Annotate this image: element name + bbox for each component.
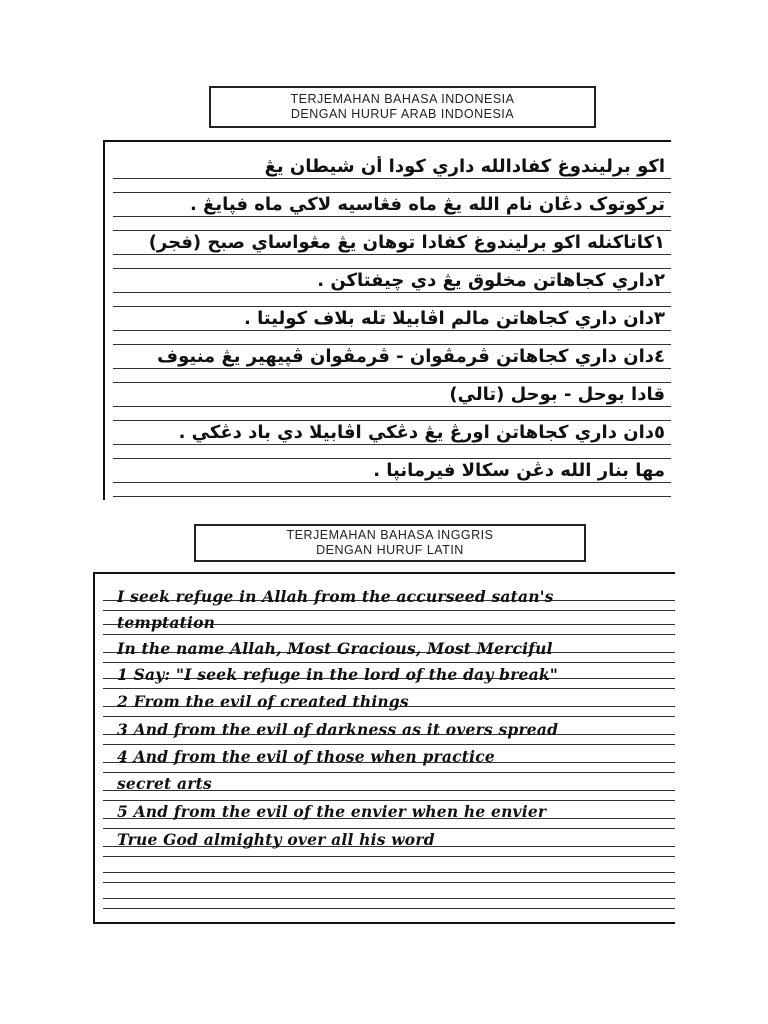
arabic-text-line: قادا بوحل - بوحل (تالي) bbox=[449, 384, 665, 405]
arabic-text-line: ٣دان داري کجاهاتن مالم اڤابيلا تله بلاف کوليتا . bbox=[244, 308, 665, 329]
english-text-line: 2 From the evil of created things bbox=[117, 693, 409, 711]
ruled-line bbox=[103, 772, 675, 773]
arabic-text-line: مها بنار الله دڠن سکالا فيرمانڽا . bbox=[373, 460, 665, 481]
ruled-line bbox=[113, 292, 671, 293]
ruled-line bbox=[103, 898, 675, 899]
english-text-line: 1 Say: "I seek refuge in the lord of the day break" bbox=[117, 666, 559, 684]
english-text-line: 4 And from the evil of those when practice bbox=[117, 748, 495, 766]
arabic-text-line: ٢داري کجاهاتن مخلوق يڠ دي چيفتاکن . bbox=[317, 270, 665, 291]
sheet-bottom-edge bbox=[93, 922, 675, 924]
english-text-line: 3 And from the evil of darkness as it overs spread bbox=[117, 721, 559, 739]
arabic-text-line: ٤دان داري کجاهاتن ڤرمڤوان - ڤرمڤوان ڤڽيهير يڠ منيوف bbox=[157, 346, 665, 367]
ruled-line bbox=[113, 482, 671, 483]
sheet-left-edge bbox=[103, 140, 105, 500]
arabic-text-line: اکو برليندوغ کفادالله داري کودا أن شيطان يڠ bbox=[264, 156, 665, 177]
arabic-text-line: ترکوتوک دڠان نام الله يڠ ماه فڠاسيه لاکي ماه فڽايڠ . bbox=[189, 194, 665, 215]
english-text-line: secret arts bbox=[117, 775, 212, 793]
ruled-line bbox=[113, 216, 671, 217]
ruled-line bbox=[103, 828, 675, 829]
sheet-top-edge bbox=[103, 140, 671, 142]
ruled-line bbox=[103, 610, 675, 611]
ruled-line bbox=[103, 634, 675, 635]
ruled-line bbox=[113, 330, 671, 331]
english-text-line: 5 And from the evil of the envier when he envier bbox=[117, 803, 547, 821]
sheet-left-edge bbox=[93, 572, 95, 924]
english-title-line-2: DENGAN HURUF LATIN bbox=[316, 543, 464, 557]
ruled-line bbox=[113, 368, 671, 369]
english-title-line-1: TERJEMAHAN BAHASA INGGRIS bbox=[286, 528, 494, 542]
english-text-line: In the name Allah, Most Gracious, Most Merciful bbox=[117, 640, 553, 658]
arabic-text-line: ١کاتاکنله اکو برليندوغ کفادا توهان يڠ مڠواساي صبح (فجر) bbox=[148, 232, 665, 253]
ruled-line bbox=[103, 716, 675, 717]
ruled-line bbox=[103, 744, 675, 745]
ruled-line bbox=[113, 406, 671, 407]
english-text-line: I seek refuge in Allah from the accurseed satan's bbox=[117, 588, 554, 606]
arabic-text-line: ٥دان داري کجاهاتن اورڠ يڠ دڠکي اڤابيلا دي باد دڠکي . bbox=[178, 422, 665, 443]
ruled-line bbox=[113, 444, 671, 445]
ruled-line bbox=[103, 856, 675, 857]
ruled-line bbox=[103, 800, 675, 801]
english-section-title bbox=[194, 524, 586, 562]
english-handwriting-sheet bbox=[93, 572, 675, 924]
ruled-line bbox=[103, 882, 675, 883]
arabic-title-line-2: DENGAN HURUF ARAB INDONESIA bbox=[290, 107, 515, 121]
sheet-top-edge bbox=[93, 572, 675, 574]
ruled-line bbox=[113, 496, 671, 497]
arabic-section-title bbox=[209, 86, 596, 128]
arabic-title-line-1: TERJEMAHAN BAHASA INDONESIA bbox=[290, 92, 515, 106]
ruled-line bbox=[103, 662, 675, 663]
english-text-line: True God almighty over all his word bbox=[117, 831, 435, 849]
arabic-handwriting-sheet bbox=[103, 140, 671, 500]
ruled-line bbox=[103, 688, 675, 689]
ruled-line bbox=[113, 178, 671, 179]
ruled-line bbox=[103, 872, 675, 873]
ruled-line bbox=[113, 254, 671, 255]
ruled-line bbox=[103, 908, 675, 909]
english-text-line: temptation bbox=[117, 614, 216, 632]
